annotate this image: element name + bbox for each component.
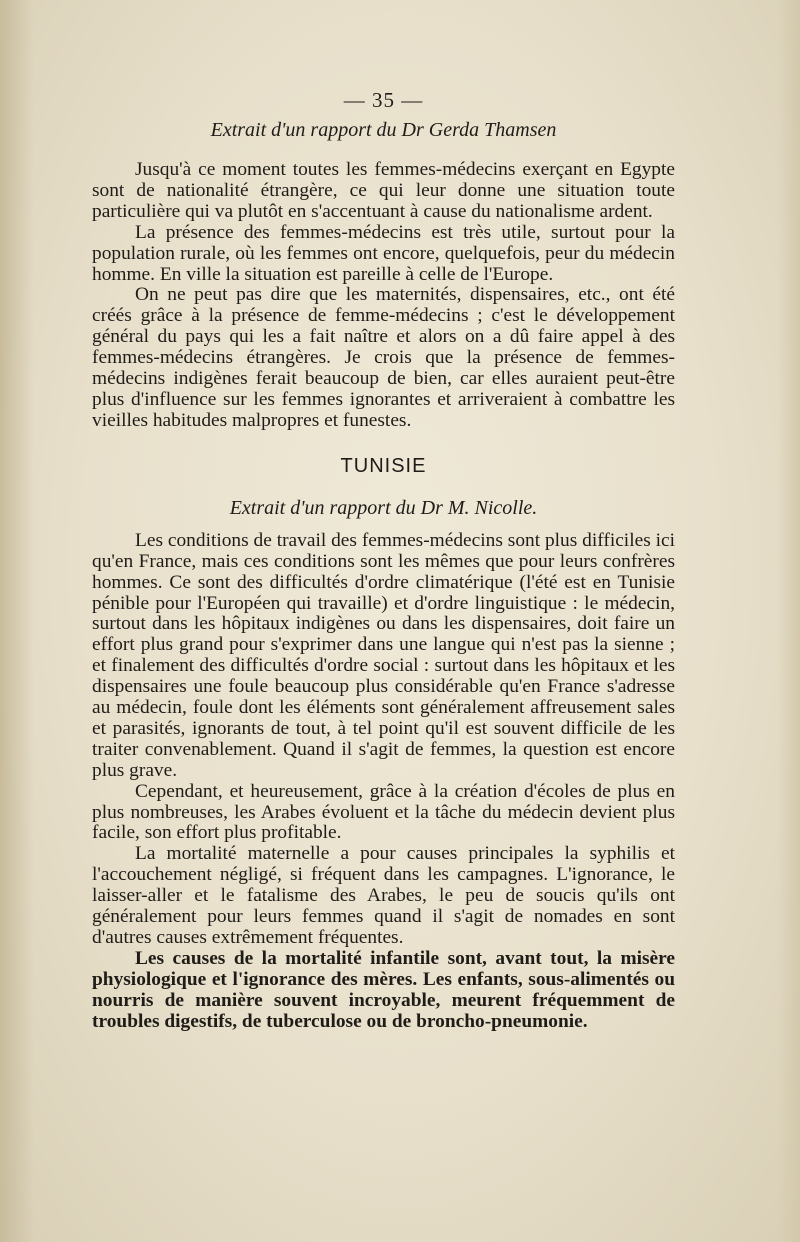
paragraph: Cependant, et heureusement, grâce à la création d'écoles de plus en plus nombreuses, les Arabes évoluent et la tâche du médecin devient plus facile, son effort plus profitable. (92, 780, 675, 844)
section-title-tunisie: TUNISIE (340, 454, 427, 477)
paragraph: La mortalité maternelle a pour causes principales la syphilis et l'accouchement négligé, si fréquent dans les campagnes. L'ignorance, le laisser-aller et le fatalisme des Arabes, le peu de soucis qu'ils ont généralement pour leurs femmes quand il s'agit de nomades en sont d'autres causes extrêmement fréquentes. (92, 843, 675, 948)
paragraph: On ne peut pas dire que les maternités, dispensaires, etc., ont été créés grâce à la présence de femme-médecins ; c'est le développement général du pays qui les a fait naître et alors on a dû faire appel à des femmes-médecins étrangères. Je crois que la présence de femmes-médecins indigènes ferait beaucoup de bien, car elles auraient peut-être plus d'influence sur les femmes ignorantes et arriveraient à combattre les vieilles habitudes malpropres et funestes. (92, 284, 675, 431)
paragraph: Les conditions de travail des femmes-médecins sont plus difficiles ici qu'en France, mais ces conditions sont les mêmes que pour leurs confrères hommes. Ce sont des difficultés d'ordre climatérique (l'été est en Tunisie pénible pour l'Européen qui travaille) et d'ordre linguistique : le médecin, surtout dans les hôpitaux indigènes ou dans les dispensaires, doit faire un effort plus grand pour s'exprimer dans une langue qui n'est pas la sienne ; et finalement des difficultés d'ordre social : surtout dans les hôpitaux et les dispensaires une foule beaucoup plus considérable qu'en France s'adresse au médecin, foule dont les éléments sont généralement affreusement sales et parasités, ignorants de tout, à tel point qu'il est souvent difficile de les traiter convenablement. Quand il s'agit de femmes, la question est encore plus grave. (92, 529, 675, 781)
paragraph: Les causes de la mortalité infantile sont, avant tout, la misère physiologique et l'ignorance des mères. Les enfants, sous-alimentés ou nourris de manière souvent incroyable, meurent fréquemment de troubles digestifs, de tuberculose ou de broncho-pneumonie. (92, 947, 675, 1032)
paragraph: La présence des femmes-médecins est très utile, surtout pour la population rurale, où les femmes ont encore, quelquefois, peur du médecin homme. En ville la situation est pareille à celle de l'Europe. (92, 221, 675, 285)
paragraph: Jusqu'à ce moment toutes les femmes-médecins exerçant en Egypte sont de nationalité étrangère, ce qui leur donne une situation toute particulière qui va plutôt en s'accentuant à cause du nationalisme ardent. (92, 159, 675, 222)
report-heading-thamsen: Extrait d'un rapport du Dr Gerda Thamsen (210, 119, 557, 141)
page-edge-shadow-right (778, 0, 800, 1242)
page-edge-shadow-left (0, 0, 34, 1242)
report-heading-nicolle: Extrait d'un rapport du Dr M. Nicolle. (229, 496, 538, 519)
page-content (92, 88, 675, 1033)
page-number: — 35 — (343, 88, 424, 112)
